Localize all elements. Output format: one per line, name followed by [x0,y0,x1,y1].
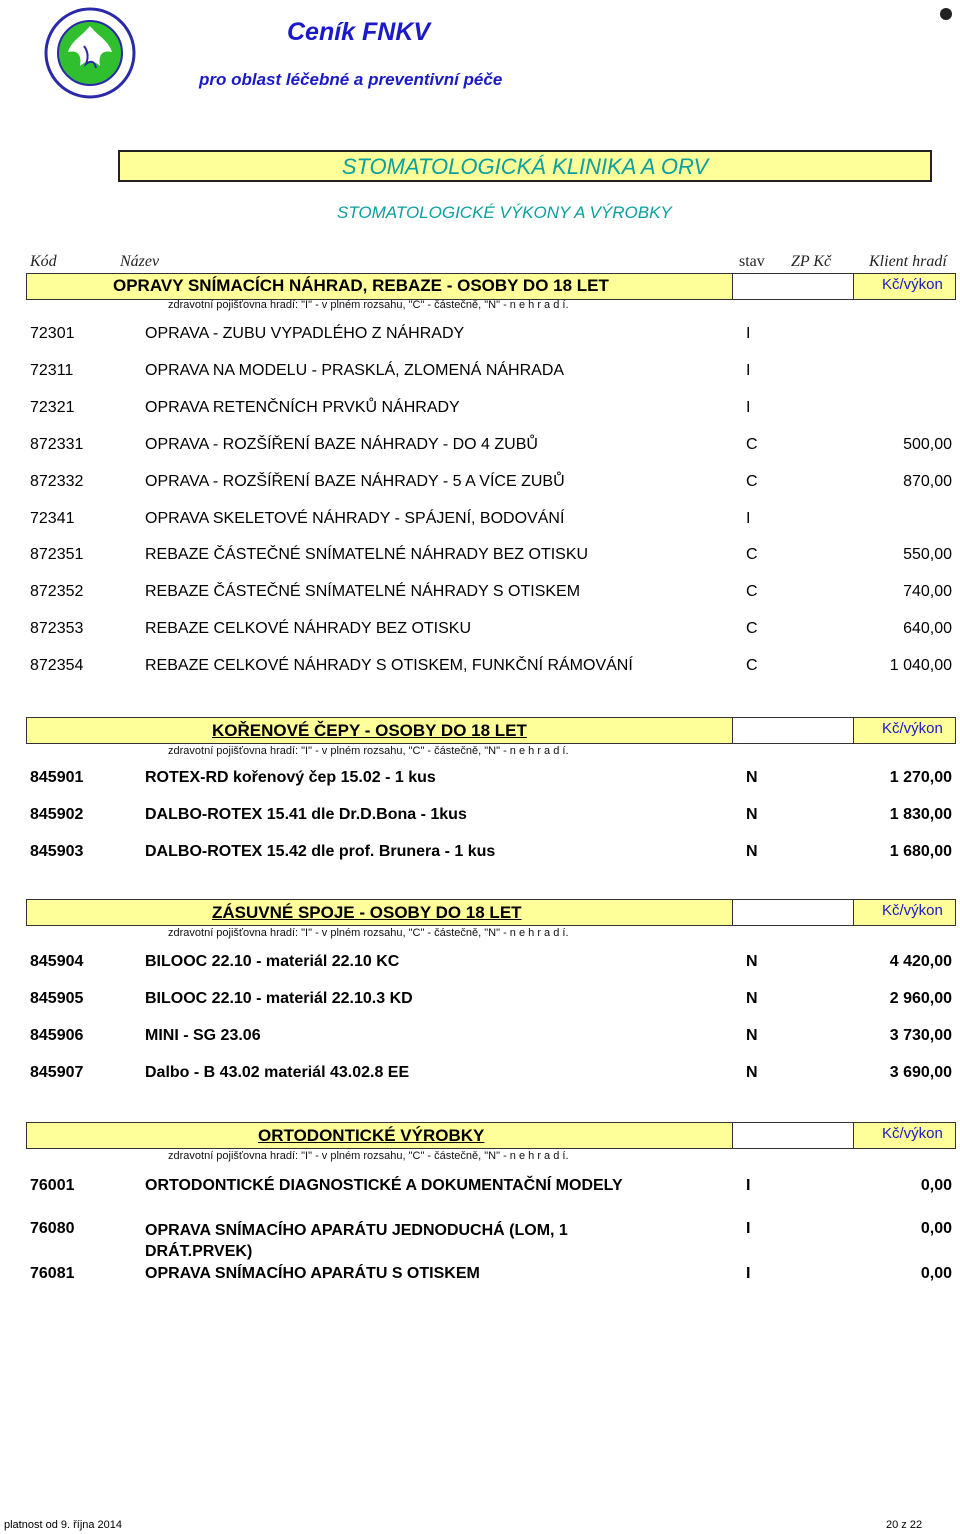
coverage-note: zdravotní pojišťovna hradí: "I" - v plném rozsahu, "C" - částečně, "N" - n e h r a d í. [168,1150,569,1162]
row-code: 872351 [30,546,84,563]
row-stav: N [746,1064,758,1081]
page-title: Ceník FNKV [287,18,431,46]
row-name: DALBO-ROTEX 15.41 dle Dr.D.Bona - 1kus [145,806,467,823]
table-row [0,399,960,421]
row-stav: C [746,546,758,563]
row-stav: N [746,769,758,786]
row-stav: I [746,362,751,379]
row-price: 4 420,00 [889,953,952,970]
fnkv-logo [22,6,160,100]
row-price: 870,00 [903,473,952,490]
column-klient: Klient hradí [869,253,947,270]
section-title: OPRAVY SNÍMACÍCH NÁHRAD, REBAZE - OSOBY DO 18 LET [113,276,609,295]
row-price: 3 730,00 [889,1027,952,1044]
row-stav: N [746,953,758,970]
row-name: OPRAVA SNÍMACÍHO APARÁTU JEDNODUCHÁ (LOM, 1 DRÁT.PRVEK) [145,1222,568,1260]
unit-label: Kč/výkon [882,1125,943,1142]
column-code: Kód [30,253,57,270]
table-row [0,546,960,568]
table-row [0,362,960,384]
clinic-banner [118,150,932,182]
table-row [0,510,960,532]
row-price: 550,00 [903,546,952,563]
row-name: ORTODONTICKÉ DIAGNOSTICKÉ A DOKUMENTAČNÍ MODELY [145,1177,623,1194]
row-stav: C [746,583,758,600]
row-code: 845901 [30,769,84,786]
row-name: OPRAVA - ROZŠÍŘENÍ BAZE NÁHRADY - 5 A VÍCE ZUBŮ [145,473,565,490]
table-row [0,990,960,1012]
row-stav: C [746,657,758,674]
row-name: ROTEX-RD kořenový čep 15.02 - 1 kus [145,769,436,786]
row-name: OPRAVA RETENČNÍCH PRVKŮ NÁHRADY [145,399,460,416]
table-row [0,1220,960,1260]
column-stav: stav [739,253,765,270]
table-row [0,657,960,679]
section-title: ORTODONTICKÉ VÝROBKY [258,1126,485,1145]
footer-page-number: 20 z 22 [886,1519,923,1531]
row-stav: N [746,1027,758,1044]
row-name: BILOOC 22.10 - materiál 22.10.3 KD [145,990,413,1007]
clinic-subtitle: STOMATOLOGICKÉ VÝKONY A VÝROBKY [337,203,672,222]
row-stav: C [746,473,758,490]
row-code: 72341 [30,510,75,527]
table-row [0,953,960,975]
table-row [0,843,960,865]
unit-label: Kč/výkon [882,720,943,737]
row-name: REBAZE CELKOVÉ NÁHRADY BEZ OTISKU [145,620,472,637]
section-title: ZÁSUVNÉ SPOJE - OSOBY DO 18 LET [212,903,522,922]
row-code: 872332 [30,473,84,490]
row-code: 872331 [30,436,84,453]
table-row [0,325,960,347]
unit-label: Kč/výkon [882,902,943,919]
row-stav: I [746,1265,751,1282]
clinic-title: STOMATOLOGICKÁ KLINIKA A ORV [341,154,709,179]
row-stav: I [746,399,751,416]
row-price: 1 040,00 [889,657,952,674]
row-price: 640,00 [903,620,952,637]
row-name: OPRAVA - ROZŠÍŘENÍ BAZE NÁHRADY - DO 4 ZUBŮ [145,436,538,453]
row-price: 0,00 [920,1220,952,1237]
row-code: 845906 [30,1027,84,1044]
row-stav: N [746,806,758,823]
row-code: 872353 [30,620,84,637]
section-title: KOŘENOVÉ ČEPY - OSOBY DO 18 LET [212,721,527,740]
row-name: REBAZE ČÁSTEČNÉ SNÍMATELNÉ NÁHRADY S OTISKEM [145,583,581,600]
row-name: OPRAVA - ZUBU VYPADLÉHO Z NÁHRADY [145,325,465,342]
table-row [0,1027,960,1049]
row-stav: I [746,1220,751,1237]
row-code: 845907 [30,1064,84,1081]
table-row [0,620,960,642]
row-price: 0,00 [920,1265,952,1282]
page-subtitle: pro oblast léčebné a preventivní péče [199,70,503,89]
table-row [0,1177,960,1199]
row-code: 72311 [30,362,74,379]
row-name: REBAZE ČÁSTEČNÉ SNÍMATELNÉ NÁHRADY BEZ OTISKU [145,546,589,563]
coverage-note: zdravotní pojišťovna hradí: "I" - v plném rozsahu, "C" - částečně, "N" - n e h r a d í. [168,745,569,757]
unit-label: Kč/výkon [882,276,943,293]
footer-validity: platnost od 9. října 2014 [4,1519,123,1531]
row-stav: C [746,436,758,453]
row-name: MINI - SG 23.06 [145,1027,261,1044]
row-price: 1 270,00 [889,769,952,786]
table-row [0,583,960,605]
row-name: REBAZE CELKOVÉ NÁHRADY S OTISKEM, FUNKČNÍ RÁMOVÁNÍ [145,657,633,674]
table-row [0,1265,960,1287]
row-stav: C [746,620,758,637]
row-code: 72321 [30,399,75,416]
row-code: 872354 [30,657,84,674]
row-stav: I [746,325,751,342]
row-price: 500,00 [903,436,952,453]
row-price: 1 680,00 [889,843,952,860]
row-code: 76081 [30,1265,75,1282]
row-name: BILOOC 22.10 - materiál 22.10 KC [145,953,400,970]
corner-mark [940,8,952,20]
coverage-note: zdravotní pojišťovna hradí: "I" - v plném rozsahu, "C" - částečně, "N" - n e h r a d í. [168,927,569,939]
row-name: OPRAVA SKELETOVÉ NÁHRADY - SPÁJENÍ, BODOVÁNÍ [145,510,565,527]
row-price: 0,00 [920,1177,952,1194]
row-code: 845904 [30,953,84,970]
row-code: 76080 [30,1220,75,1237]
row-price: 740,00 [903,583,952,600]
table-row [0,806,960,828]
table-row [0,769,960,791]
row-code: 845905 [30,990,84,1007]
table-row [0,436,960,458]
table-row [0,473,960,495]
row-price: 2 960,00 [889,990,952,1007]
row-code: 72301 [30,325,75,342]
row-stav: N [746,843,758,860]
coverage-note: zdravotní pojišťovna hradí: "I" - v plném rozsahu, "C" - částečně, "N" - n e h r a d í. [168,299,569,311]
section-header-bar [26,1122,956,1149]
row-name: OPRAVA NA MODELU - PRASKLÁ, ZLOMENÁ NÁHRADA [145,362,565,379]
row-code: 845903 [30,843,84,860]
column-name: Název [120,253,160,270]
column-zp: ZP Kč [791,253,832,270]
row-name: DALBO-ROTEX 15.42 dle prof. Brunera - 1 kus [145,843,496,860]
row-name: Dalbo - B 43.02 materiál 43.02.8 EE [145,1064,410,1081]
row-price: 1 830,00 [889,806,952,823]
row-code: 872352 [30,583,84,600]
table-row [0,1064,960,1086]
row-code: 76001 [30,1177,75,1194]
row-price: 3 690,00 [889,1064,952,1081]
row-code: 845902 [30,806,84,823]
row-stav: I [746,1177,751,1194]
row-stav: I [746,510,751,527]
row-stav: N [746,990,758,1007]
row-name: OPRAVA SNÍMACÍHO APARÁTU S OTISKEM [145,1265,480,1282]
